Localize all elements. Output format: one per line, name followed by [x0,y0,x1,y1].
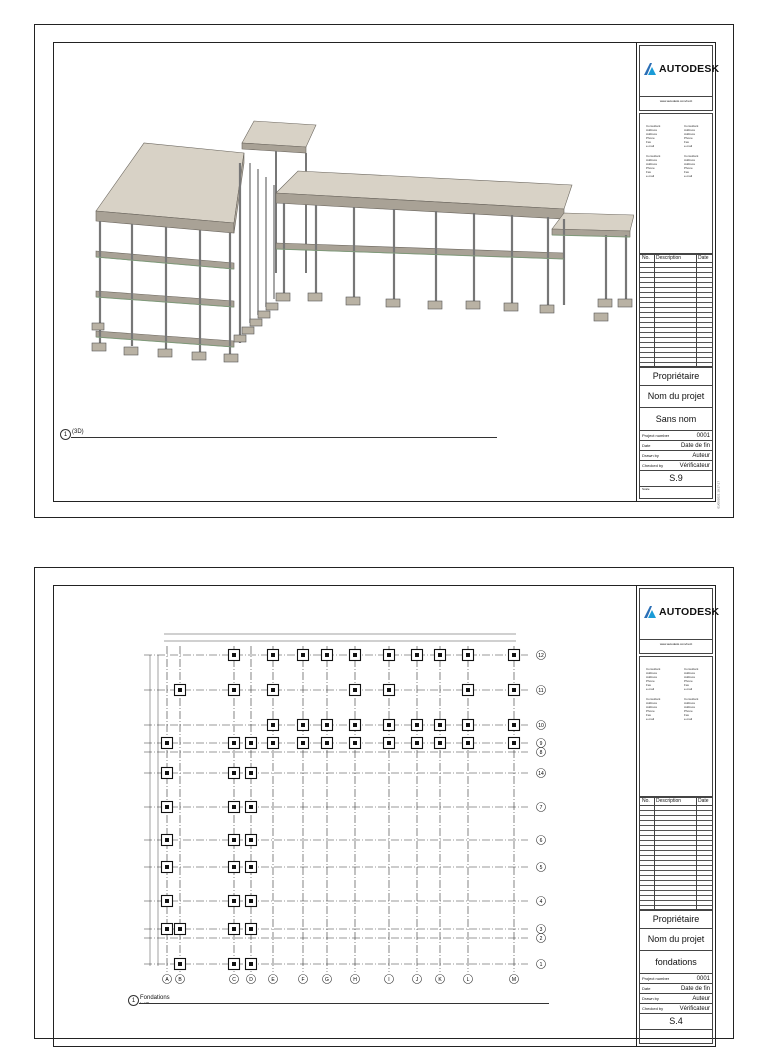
column-stub [325,741,329,745]
sheet-name: Sans nom [640,408,712,431]
project-number-row: Project number 0001 [640,431,712,441]
column-stub [301,741,305,745]
column-stub [466,741,470,745]
column-stub [301,653,305,657]
grid-label-row: 4 [539,899,543,905]
project-name: Nom du projet [640,929,712,951]
project-info [639,367,713,499]
column-stub [165,805,169,809]
column-stub [249,771,253,775]
left-wing [96,143,244,347]
view-title: Fondations [140,995,170,1001]
grid-label-column: M [511,977,517,983]
column-stub [165,838,169,842]
column-stub [165,927,169,931]
consultant-4: Consultant Address Address Phone Fax e-mail [684,697,699,721]
column-stub [232,865,236,869]
consultant-4: Consultant Address Address Phone Fax e-mail [684,154,699,178]
column-stub [271,741,275,745]
column-stub [512,741,516,745]
autodesk-icon [644,63,656,75]
checked-by-row: Checked by Vérificateur [640,461,712,471]
column-stub [415,741,419,745]
column-stub [178,688,182,692]
column-stub [512,653,516,657]
sheet-name: fondations [640,951,712,974]
title-block [636,43,721,509]
column-stub [353,723,357,727]
column-stub [232,838,236,842]
grid-label-row: 1 [539,962,543,968]
column-stub [438,653,442,657]
grid-label-row: 3 [539,927,543,933]
grid-label-column: I [388,977,390,983]
sheet-number: S.4 [640,1014,712,1030]
title-block [636,586,720,1046]
column-stub [325,723,329,727]
grid-label-row: 5 [539,865,543,871]
column-stub [512,688,516,692]
owner: Propriétaire [640,368,712,386]
column-stub [466,723,470,727]
column-stub [249,838,253,842]
column-stub [232,805,236,809]
column-stub [415,723,419,727]
revision-rows [640,806,712,909]
consultant-3: Consultant Address Address Phone Fax e-mail [646,697,661,721]
column-stub [249,865,253,869]
column-stub [271,723,275,727]
drawing-frame [53,42,721,509]
column-stub [232,899,236,903]
column-stub [165,865,169,869]
scale-row: Scale [642,487,650,491]
consultant-2: Consultant Address Address Phone Fax e-mail [684,667,699,691]
column-stub [249,741,253,745]
column-stub [301,723,305,727]
column-stub [387,723,391,727]
column-stub [232,741,236,745]
column-stub [512,723,516,727]
url-text: www.autodesk.com/revit [640,639,712,646]
logo-box [639,45,720,111]
date-row: Date Date de fin [640,441,712,451]
view-number: 1 [128,995,139,1006]
column-stub [466,653,470,657]
3d-structure-view [54,43,634,501]
column-stub [387,653,391,657]
grid-label-row: 11 [538,688,544,694]
sheet-number: S.9 [640,471,712,487]
column-stub [249,927,253,931]
footings [92,293,632,362]
foundation-plan [54,586,634,1026]
drawing-frame [53,585,720,1047]
column-stub [178,927,182,931]
grid-label-row: 14 [538,771,544,777]
view-title-label [60,429,84,440]
right-wing [276,171,634,259]
owner: Propriétaire [640,911,712,929]
view-title-label [128,995,170,1006]
column-stub [232,771,236,775]
grid-label-column: K [438,977,442,983]
grid-label-row: 7 [539,805,543,811]
drawn-by-row: Drawn by Auteur [640,451,712,461]
grid-label-row: 12 [538,653,544,659]
column-stub [387,741,391,745]
grid-label-column: D [249,977,253,983]
grid-label-column: G [325,977,329,983]
column-stub [165,899,169,903]
revision-rows [640,263,712,366]
grid-label-column: B [178,977,182,983]
column-stub [271,653,275,657]
column-stub [178,962,182,966]
sheet-foundations [34,567,734,1039]
consultants-box [639,656,713,798]
column-stub [387,688,391,692]
grid-label-column: J [415,977,419,983]
view-title-underline [139,1003,549,1004]
column-stub [232,688,236,692]
grid-label-column: A [165,977,169,983]
url-text: www.autodesk.com/revit [640,96,712,103]
grid-label-column: F [301,977,305,983]
grid-label-row: 10 [538,723,544,729]
column-stub [165,771,169,775]
date-row: Date Date de fin [640,984,712,994]
column-stub [249,899,253,903]
revision-table [639,796,713,910]
column-stub [438,723,442,727]
view-title: (3D) [72,429,84,435]
column-stub [466,688,470,692]
grid-label-row: 8 [539,750,543,756]
column-stub [415,653,419,657]
view-number: 1 [60,429,71,440]
checked-by-row: Checked by Vérificateur [640,1004,712,1014]
grid-label-column: L [466,977,470,983]
project-name: Nom du projet [640,386,712,408]
consultant-1: Consultant Address Address Phone Fax e-mail [646,124,661,148]
sheet-3d [34,24,734,518]
column-stub [232,927,236,931]
autodesk-logo: AUTODESK [644,63,719,75]
grid-label-column: E [271,977,275,983]
column-stub [353,653,357,657]
consultants-box [639,113,713,255]
consultant-3: Consultant Address Address Phone Fax e-mail [646,154,661,178]
grid-label-column: H [353,977,357,983]
grid-label-row: 2 [539,936,543,942]
autodesk-logo: AUTODESK [644,606,719,618]
logo-box [639,588,720,654]
consultant-2: Consultant Address Address Phone Fax e-mail [684,124,699,148]
column-stub [353,741,357,745]
drawn-by-row: Drawn by Auteur [640,994,712,1004]
column-stub [165,741,169,745]
print-date: 01/05/2021 19:17:17 [717,481,721,509]
view-title-underline [71,437,497,438]
column-stub [353,688,357,692]
consultant-1: Consultant Address Address Phone Fax e-mail [646,667,661,691]
revision-table [639,253,713,367]
autodesk-icon [644,606,656,618]
revision-header: No. Description Date [640,797,712,806]
column-stub [271,688,275,692]
revision-header: No. Description Date [640,254,712,263]
column-stub [325,653,329,657]
grid-label-column: C [232,977,236,983]
column-stub [438,741,442,745]
column-stub [232,653,236,657]
grid-label-row: 6 [539,838,543,844]
column-stub [249,962,253,966]
column-stub [249,805,253,809]
project-number-row: Project number 0001 [640,974,712,984]
column-stub [232,962,236,966]
grid-label-row: 9 [539,741,543,747]
